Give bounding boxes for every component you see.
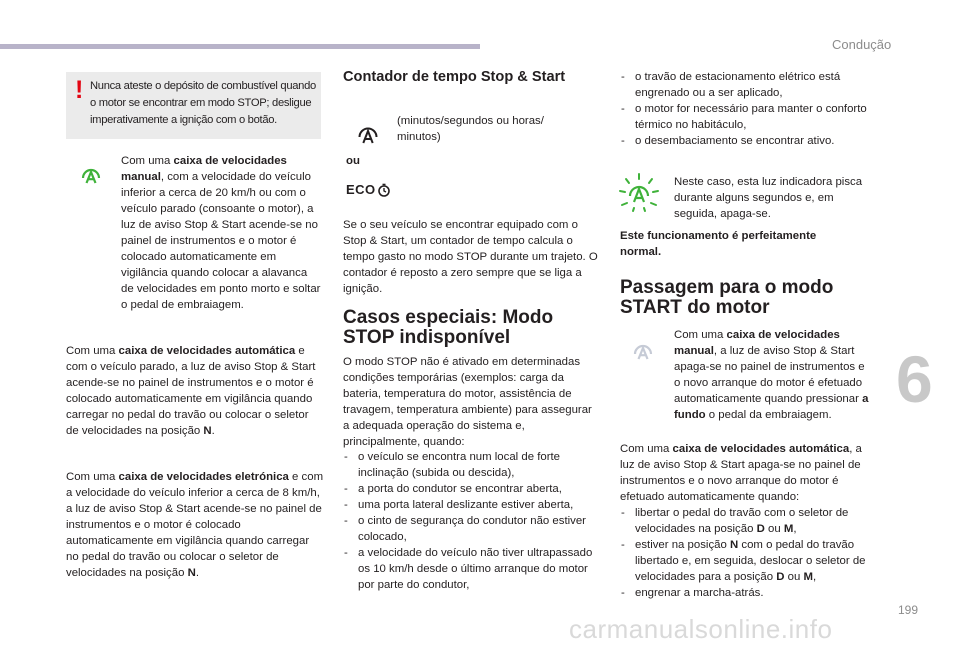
warning-text: Nunca ateste o depósito de combustível quando o motor se encontrar em modo STOP; desligue imperativamente a ignição com o botão. — [90, 80, 316, 126]
list-item — [620, 537, 872, 585]
list-item — [620, 585, 872, 601]
text-span: , — [812, 571, 817, 583]
gear-position: M — [783, 523, 794, 535]
list-item: - o desembaciamento se encontrar ativo. — [620, 133, 870, 149]
text-span: ou — [764, 523, 784, 535]
stop-conditions-list-continued — [620, 69, 870, 149]
text-span: ou — [784, 571, 804, 583]
text-span: e com a velocidade do veículo inferior a cerca de 8 km/h, a luz de aviso Stop & Start acende-se no painel de instrumentos e o motor é colocado automaticamente em vigilância quando carregar no pedal do travão ou colocar o seletor de velocidades na posição — [66, 471, 324, 579]
list-item: - o cinto de segurança do condutor não estiver colocado, — [343, 513, 598, 545]
eco-label: ECO — [346, 182, 376, 197]
text-span: com o pedal do travão libertado e, em seguida, deslocar o seletor de velocidades para a posição — [635, 539, 866, 583]
gear-position: N — [729, 539, 739, 551]
normal-operation-note: Este funcionamento é perfeitamente normal. — [620, 230, 817, 258]
or-label: ou — [346, 155, 360, 167]
list-item: - a porta do condutor se encontrar aberta, — [343, 481, 598, 497]
text-span: estiver na posição — [635, 539, 730, 551]
heading-line: Casos especiais: Modo — [343, 307, 554, 328]
list-item: - uma porta lateral deslizante estiver aberta, — [343, 497, 598, 513]
bold-term: caixa de velocidades eletrónica — [118, 471, 289, 483]
list-item: - o veículo se encontra num local de forte inclinação (subida ou descida), — [343, 449, 598, 481]
list-item: - o motor for necessário para manter o conforto térmico no habitáculo, — [620, 101, 870, 133]
text-span: , com a velocidade do veículo inferior a cerca de 20 km/h ou com o veículo parado (consoante o motor), a luz de aviso Stop & Start acende-se no painel de instrumentos e o motor é colocado automaticamente em vigilância quando colocar a alavanca de velocidades em ponto morto e soltar o pedal de embraiagem. — [121, 171, 321, 311]
text-span: . — [195, 567, 199, 579]
header-accent-bar — [0, 44, 480, 49]
list-item — [620, 505, 872, 537]
list-item: - o travão de estacionamento elétrico está engrenado ou a ser aplicado, — [620, 69, 870, 101]
flashing-stop-start-icon — [618, 172, 660, 214]
list-item: - a velocidade do veículo não tiver ultrapassado os 10 km/h desde o último arranque do motor por parte do condutor, — [343, 545, 598, 593]
text-span: e com o veículo parado, a luz de aviso Stop & Start acende-se no painel de instrumentos e o motor é colocado automaticamente em vigilância quando carregar no pedal do travão ou colocar o seletor de velocidades na posição — [66, 345, 316, 437]
heading-line: STOP indisponível — [343, 327, 511, 348]
counter-description: Se o seu veículo se encontrar equipado com o Stop & Start, um contador de tempo calcula o tempo gasto no modo STOP durante um trajeto. O contador é reposto a zero sempre que se liga a ignição. — [343, 219, 598, 295]
bold-term: caixa de velocidades automática — [118, 345, 296, 357]
counter-heading: Contador de tempo Stop & Start — [343, 69, 566, 85]
chapter-number: 6 — [896, 342, 933, 416]
warning-icon: ! — [75, 76, 84, 104]
gear-position: N — [203, 425, 212, 437]
page-number: 199 — [898, 603, 919, 617]
bold-term: caixa de velocidades manual — [121, 155, 287, 183]
electronic-gearbox-paragraph — [66, 469, 324, 581]
text-span: Com uma — [674, 329, 727, 341]
gear-position: N — [187, 567, 196, 579]
stop-conditions-list — [343, 449, 598, 593]
eco-indicator — [346, 182, 394, 200]
gear-position: D — [776, 571, 785, 583]
heading-line: START do motor — [620, 297, 770, 318]
warning-box — [66, 72, 321, 139]
start-conditions-list — [620, 505, 872, 601]
text-span: , a luz de aviso Stop & Start apaga-se no painel de instrumentos e o novo arranque do motor é efetuado automaticamente quando: — [620, 443, 862, 503]
text-span: Com uma — [66, 345, 119, 357]
start-manual-paragraph — [674, 327, 869, 423]
text-span: o pedal da embraiagem. — [705, 409, 832, 421]
gear-position: M — [803, 571, 813, 583]
start-automatic-paragraph — [620, 441, 872, 505]
stop-start-green-icon — [80, 166, 102, 188]
text-span: , a luz de aviso Stop & Start apaga-se no painel de instrumentos e o novo arranque do motor é efetuado automaticamente quando pressionar — [674, 345, 865, 405]
text-span: , — [793, 523, 797, 535]
bold-term: caixa de velocidades automática — [672, 443, 850, 455]
start-mode-heading — [620, 278, 880, 318]
manual-gearbox-paragraph — [121, 153, 321, 313]
text-span: Com uma — [121, 155, 174, 167]
gear-position: D — [756, 523, 765, 535]
chapter-title: Condução — [832, 37, 892, 52]
text-span: engrenar a marcha-atrás. — [635, 587, 764, 599]
special-cases-heading — [343, 308, 603, 348]
counter-units-text: (minutos/segundos ou horas/ minutos) — [397, 115, 544, 143]
text-span: Com uma — [620, 443, 673, 455]
text-span: . — [211, 425, 215, 437]
watermark: carmanualsonline.info — [569, 614, 833, 644]
stop-start-counter-icon — [356, 124, 380, 148]
text-span: Com uma — [66, 471, 119, 483]
special-cases-intro: O modo STOP não é ativado em determinadas condições temporárias (exemplos: carga da bateria, temperatura do motor, assistência de travagem, temperatura ambiente) para assegurar a adequada operação do sistema e, principalmente, quando: — [343, 356, 592, 448]
bold-term: a fundo — [674, 393, 869, 421]
bold-term: caixa de velocidades manual — [674, 329, 840, 357]
automatic-gearbox-paragraph — [66, 343, 324, 439]
flashing-indicator-text: Neste caso, esta luz indicadora pisca durante alguns segundos e, em seguida, apaga-se. — [674, 176, 863, 220]
stop-start-grey-icon — [632, 342, 654, 364]
text-span: libertar o pedal do travão com o seletor de velocidades na posição — [635, 507, 849, 535]
heading-line: Passagem para o modo — [620, 277, 834, 298]
eco-clock-icon — [377, 183, 391, 197]
